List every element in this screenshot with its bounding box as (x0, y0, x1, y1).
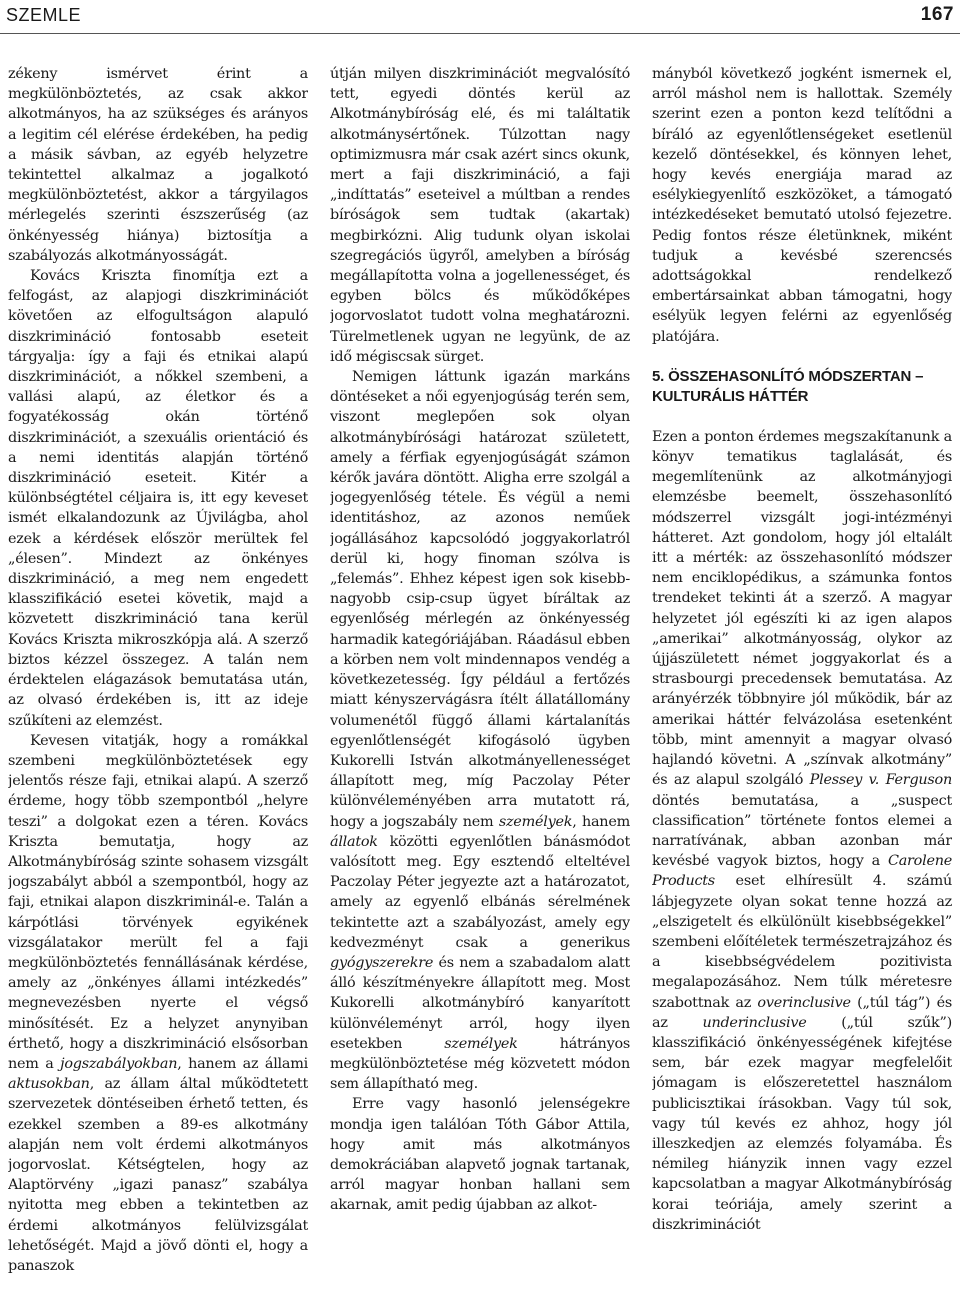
page-number: 167 (920, 4, 954, 25)
paragraph: Nemigen láttunk igazán markáns döntéseket a női egyenjogúság terén sem, viszont meglepően sok olyan alkotmánybírósági határozat született, amely a férfiak egyenjogúságát számon kérők javára döntött. Aligha erre szolgál a jogegyenlőség tétele. És végül a nemi identitáshoz, az azonos neműek jogállásához kapcsolódó joggyakorlatról derül ki, hogy finoman szólva is „felemás”. Ehhez képest igen sok kisebb-nagyobb csip-csup ügyet bíráltak az egyenlőség mérlegén az önkényesség harmadik kategóriájában. Ráadásul ebben a körben nem volt mindennapos vendég a következetesség. Így például a fertőzés miatt kényszervágásra ítélt állatállomány volumenétől függő állami kártalanítás egyenlőtlenségét kifogásoló ügyben Kukorelli István alkotmányellenességet állapított meg, míg Paczolay Péter különvéleményében arra mutatott rá, hogy a jogszabály nem személyek, hanem állatok közötti egyenlőtlen bánásmódot valósított meg. Egy esztendő elteltével Paczolay Péter jegyezte azt a határozatot, amely az egyenlő elbánás sérelmének tekintette azt a szabályozást, amely egy kedvezményt csak a generikus gyógyszerekre és nem a szabadalom alatt álló készítményekre állapított meg. Most Kukorelli alkotmánybíró kanyarított különvéleményt arról, hogy ilyen esetekben személyek hátrányos megkülönböztetése még közvetett módon sem állapítható meg. (330, 369, 630, 1093)
paragraph: útján milyen diszkriminációt megvalósító tett, egyedi döntés kerül az Alkotmánybíróság elé, és mi találtatik alkotmánysértőnek. Túlzottan nagy optimizmusra már csak azért sincs okunk, mert a faji diszkrimináció, a faji „indíttatás” eseteivel a múltban a rendes bíróságok sem tudtak (akartak) megbirkózni. Alig tudunk olyan iskolai szegregációs ügyről, amelyben a bíróság megállapította volna a jogellenességet, és egyben bölcs és működőképes jogorvoslatot tudott volna meghatározni. Türelmetlenek ugyan ne legyünk, de az idő mégiscsak sürget. (330, 66, 630, 365)
text-column-2 (330, 64, 630, 1294)
paragraph: zékeny ismérvet érint a megkülönböztetés, az csak akkor alkotmányos, ha az szükséges és arányos a legitim cél elérése érdekében, ha pedig a másik sávban, az egyéb helyzetre tekintettel alkalmaz a jogalkotó megkülönböztetést, akkor a tárgyilagos mérlegelés szerinti észszerűség (az önkényesség hiánya) biztosítja a szabályozás alkotmányosságát. (8, 66, 308, 264)
paragraph: mányból következő jogként ismernek el, arról máshol nem is hallottak. Személy szerint ezen a ponton kezd telítődni a bíráló az egyenlőtlenségeket esetlenül kezelő döntésekkel, és könnyen lehet, hogy kevés energiája marad az esélykiegyenlítő eszközöket, a támogató intézkedéseket bemutató utolsó fejezetre. Pedig fontos része életünknek, miként tudjuk a kevésbé szerencsés adottságokkal rendelkező embertársainkat abban támogatni, hogy esélyük legyen felérni az egyenlőség platójára. (652, 66, 952, 345)
section-heading: 5. ÖSSZEHASONLÍTÓ MÓDSZERTAN – KULTURÁLIS HÁTTÉR (652, 367, 924, 405)
paragraph: Kevesen vitatják, hogy a romákkal szembeni megkülönböztetések egy jelentős része faji, etnikai alapú. A szerző érdeme, hogy több szempontból „helyre teszi” a dolgokat ezen a téren. Kovács Kriszta bemutatja, hogy az Alkotmánybíróság szinte sohasem vizsgált jogszabályt abból a szempontból, hogy az faji, etnikai alapon diszkriminál-e. Talán a kárpótlási törvények egyikének vizsgálatakor merült fel a faji megkülönböztetés fennállásának kérdése, amely az „önkényes állami intézkedés” megnevezésben nyerte el végső minősítését. Ez a helyzet anynyiban érthető, hogy a diszkrimináció elsősorban nem a jogszabályokban, hanem az állami aktusokban, az állam által működtetett szervezetek döntéseiben érhető tetten, és ezekkel szemben a 89-es alkotmány alapján nem volt érdemi alkotmányos jogorvoslat. Kétségtelen, hogy az Alaptörvény „igazi panasz” szabálya nyitotta meg ebben a tekintetben az érdemi alkotmányos felülvizsgálat lehetőségét. Majd a jövő dönti el, hogy a panaszok (8, 732, 308, 1274)
paragraph: Ezen a ponton érdemes megszakítanunk a könyv tematikus taglalását, és megemlítenünk az alkotmányjogi elemzésbe beemelt, összehasonlító módszerrel vizsgált jogi-intézményi hátteret. Azt gondolom, hogy jól eltalált itt a mérték: az összehasonlító módszer nem enciklopédikus, a számunka fontos trendeket tekinti át a szerző. A magyar helyzetet jól egészíti ki az igen alapos „amerikai” alkotmányosság, olykor az újjászületett német joggyakorlat és a strasbourgi precedensek bemutatása. Az arányérzék többnyire jól működik, bár az amerikai háttér felvázolása esetenként több, mint amennyit a magyar olvasó hajlandó követni. A „színvak alkotmány” és az alapul szolgáló Plessey v. Ferguson döntés bemutatása, a „suspect classification” története fontos elemei a narratívának, abban azonban már kevésbé vagyok biztos, hogy a Carolene Products eset elhíresült 4. számú lábjegyzete olyan sokat tenne hozzá az „elszigetelt és elkülönült kisebbségekkel” szembeni előítéletek természetrajzához és a kisebbségvédelem pozitivista megalapozásához. Nem túlk méretesre szabottnak az overinclusive („túl tág”) és az underinclusive („túl szűk”) klasszifikáció önkényességének kifejtése sem, bár ezek magyar megfelelőit jómagam is előszeretettel használom publicisztikai írásokban. Vagy túl sok, vagy túl kevés ez ahhoz, hogy jól illeszkedjen az elemzés folyamába. És némileg hiányzik innen vagy ezzel kapcsolatban a magyar Alkotmánybíróság korai teóriája, amely szerint a diszkriminációt (652, 428, 952, 1233)
text-column-3 (652, 64, 952, 1294)
text-column-1 (8, 64, 308, 1294)
paragraph: Erre vagy hasonló jelenségekre mondja igen találóan Tóth Gábor Attila, hogy amit más alkotmányos demokráciában alapvető jognak tartanak, arról magyar honban hallani sem akarnak, amit pedig újabban az alkot- (330, 1096, 630, 1214)
running-header (0, 0, 960, 34)
section-title: SZEMLE (6, 5, 82, 25)
paragraph: Kovács Kriszta finomítja ezt a felfogást, az alapjogi diszkriminációt követően az elfogultságon alapuló diszkrimináció fontosabb eseteit tárgyalja: így a faji és etnikai alapú diszkriminációt, a nőkkel szembeni, a vallási alapú, az életkor és a fogyatékosság okán történő diszkriminációt, a szexuális orientáció és a nemi identitás alapján történő diszkrimináció eseteit. Kitér a különbségtétel céljaira is, itt egy keveset ismét elkalandozunk az Újvilágba, ahol ezek a kérdések először merültek fel „élesen”. Mindezt az önkényes diszkrimináció, a meg nem engedett klasszifikáció esetei követik, majd a közvetett diszkrimináció tana kerül Kovács Kriszta mikroszkópja alá. A szerző biztos kézzel összegez. A talán nem érdektelen elágazások bemutatása után, az olvasó érdekében is, itt az ideje szűkíteni az elemzést. (8, 268, 308, 729)
